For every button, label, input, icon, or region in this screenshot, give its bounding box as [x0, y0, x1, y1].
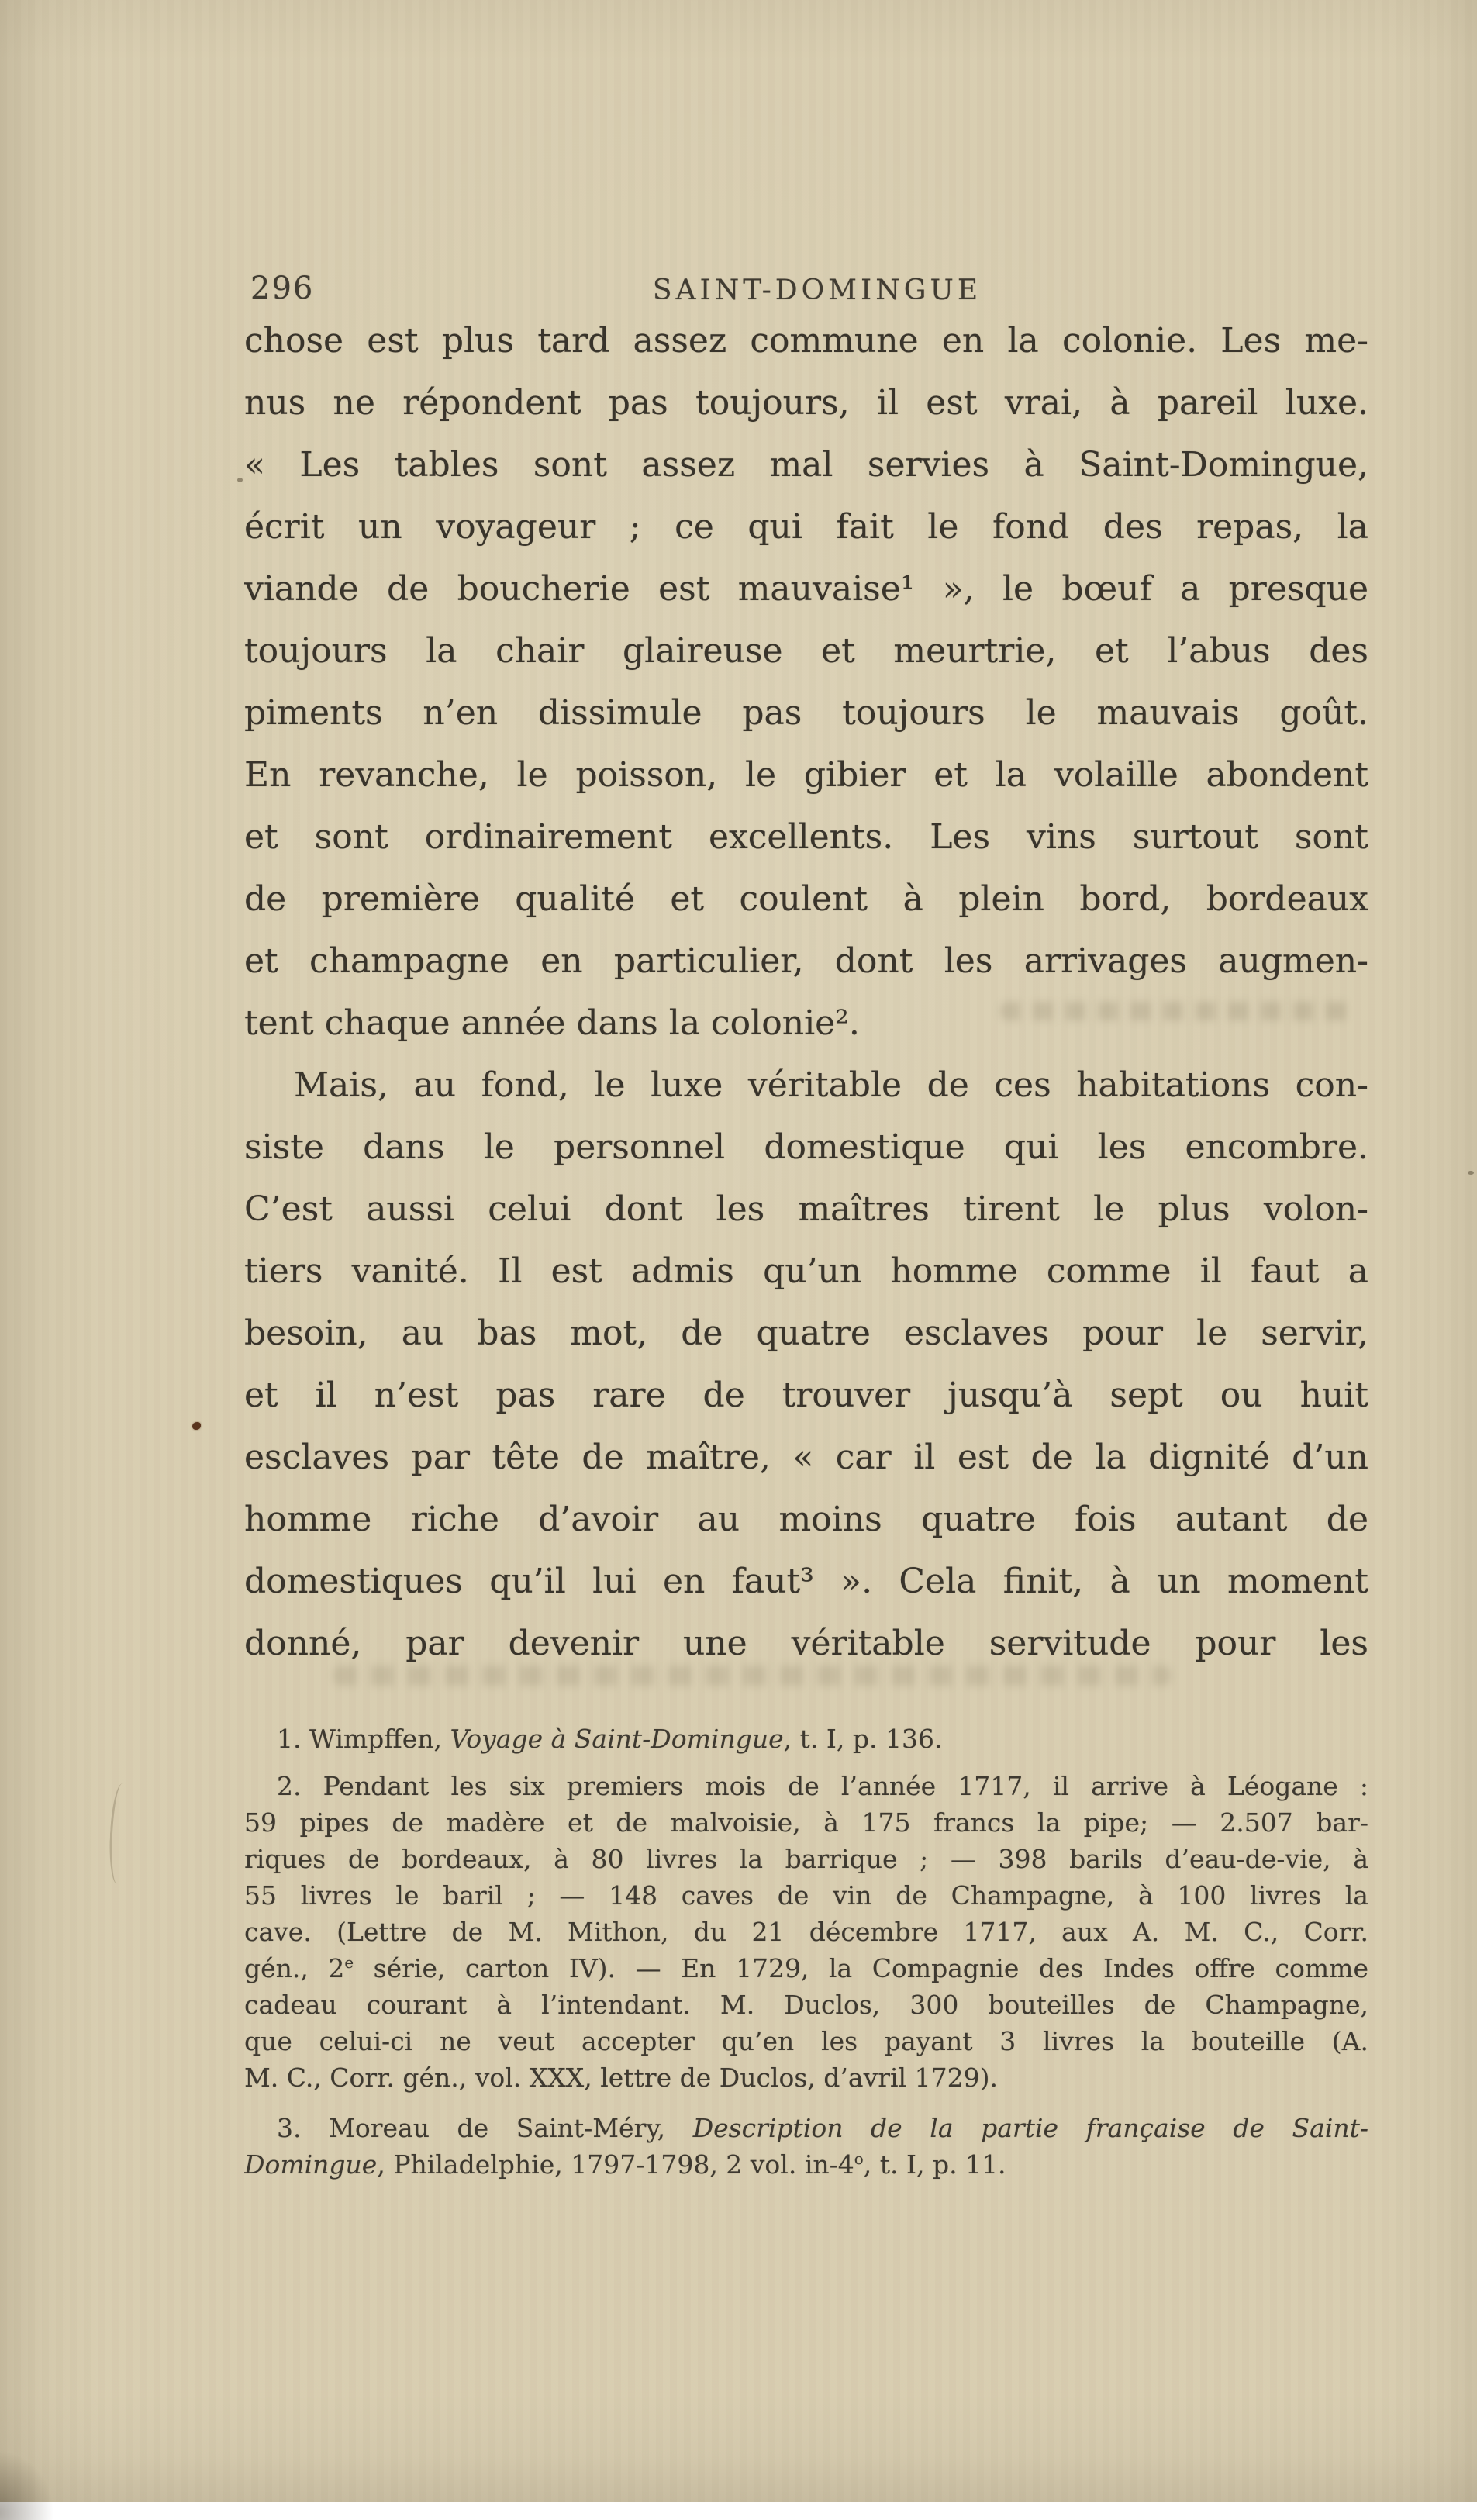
text-line: besoin, au bas mot, de quatre esclaves pour le servir,: [244, 1314, 1368, 1353]
text-line: homme riche d’avoir au moins quatre fois autant de: [244, 1500, 1368, 1539]
text-line: de première qualité et coulent à plein bord, bordeaux: [244, 879, 1368, 919]
text-line: 1. Wimpffen, Voyage à Saint-Domingue, t. I, p. 136.: [277, 1724, 943, 1754]
text-line: chose est plus tard assez commune en la colonie. Les me-: [244, 321, 1368, 361]
text-line: que celui-ci ne veut accepter qu’en les payant 3 livres la bouteille (A.: [244, 2026, 1368, 2056]
text-line: viande de boucherie est mauvaise¹ », le bœuf a presque: [244, 569, 1368, 609]
text-line: domestiques qu’il lui en faut³ ». Cela finit, à un moment: [244, 1562, 1368, 1601]
ink-speck-left-margin: [192, 1422, 201, 1430]
ink-speck-right-margin: [1468, 1171, 1474, 1175]
text-line: cadeau courant à l’intendant. M. Duclos, 300 bouteilles de Champagne,: [244, 1990, 1368, 2020]
page-header: [244, 273, 1368, 312]
text-line: En revanche, le poisson, le gibier et la volaille abondent: [244, 755, 1368, 795]
text-line: écrit un voyageur ; ce qui fait le fond des repas, la: [244, 507, 1368, 547]
text-line: nus ne répondent pas toujours, il est vrai, à pareil luxe.: [244, 383, 1368, 423]
paper-scratch: [108, 1783, 133, 1884]
text-line: 2. Pendant les six premiers mois de l’année 1717, il arrive à Léogane :: [277, 1771, 1368, 1801]
page-corner-shadow: [0, 2450, 54, 2520]
text-line: tiers vanité. Il est admis qu’un homme comme il faut a: [244, 1251, 1368, 1291]
text-line: et il n’est pas rare de trouver jusqu’à sept ou huit: [244, 1376, 1368, 1415]
footnote-2: [244, 1768, 1368, 2096]
text-line: 3. Moreau de Saint-Méry, Description de la partie française de Saint-: [277, 2113, 1368, 2143]
text-line: M. C., Corr. gén., vol. XXX, lettre de Duclos, d’avril 1729).: [244, 2063, 998, 2093]
text-line: Mais, au fond, le luxe véritable de ces habitations con-: [294, 1065, 1368, 1105]
text-line: Domingue, Philadelphie, 1797-1798, 2 vol. in-4$^o$, t. I, p. 11.: [244, 2149, 1006, 2180]
text-line: riques de bordeaux, à 80 livres la barrique ; — 398 barils d’eau-de-vie, à: [244, 1844, 1368, 1874]
ink-bleedthrough-upper: [1000, 1002, 1349, 1020]
footnotes-section: [244, 1721, 1368, 2183]
text-line: cave. (Lettre de M. Mithon, du 21 décembre 1717, aux A. M. C., Corr.: [244, 1917, 1368, 1947]
text-line: piments n’en dissimule pas toujours le mauvais goût.: [244, 693, 1368, 733]
text-line: 59 pipes de madère et de malvoisie, à 175 francs la pipe; — 2.507 bar-: [244, 1807, 1368, 1838]
page-number: 296: [250, 271, 315, 306]
running-title: SAINT-DOMINGUE: [652, 274, 982, 306]
text-line: toujours la chair glaireuse et meurtrie, et l’abus des: [244, 631, 1368, 671]
ink-bleedthrough-lower: [333, 1666, 1171, 1686]
text-line: « Les tables sont assez mal servies à Saint-Domingue,: [244, 445, 1368, 485]
text-line: C’est aussi celui dont les maîtres tirent le plus volon-: [244, 1189, 1368, 1229]
footnote-1: [244, 1721, 1368, 1757]
text-line: et sont ordinairement excellents. Les vins surtout sont: [244, 817, 1368, 857]
ink-speck-before-quote: [237, 478, 243, 482]
paragraph-continuation: [244, 310, 1368, 1055]
text-line: et champagne en particulier, dont les arrivages augmen-: [244, 941, 1368, 981]
body-text: [244, 310, 1368, 1675]
paragraph-mais-au-fond: [244, 1055, 1368, 1675]
text-line: 55 livres le baril ; — 148 caves de vin de Champagne, à 100 livres la: [244, 1880, 1368, 1911]
text-line: siste dans le personnel domestique qui les encombre.: [244, 1127, 1368, 1167]
text-line: donné, par devenir une véritable servitude pour les: [244, 1624, 1368, 1663]
text-line: esclaves par tête de maître, « car il est de la dignité d’un: [244, 1438, 1368, 1477]
text-line: tent chaque année dans la colonie².: [244, 1003, 860, 1043]
text-line: gén., 2e série, carton IV). — En 1729, la Compagnie des Indes offre comme: [244, 1953, 1368, 1983]
footnote-3: [244, 2110, 1368, 2183]
